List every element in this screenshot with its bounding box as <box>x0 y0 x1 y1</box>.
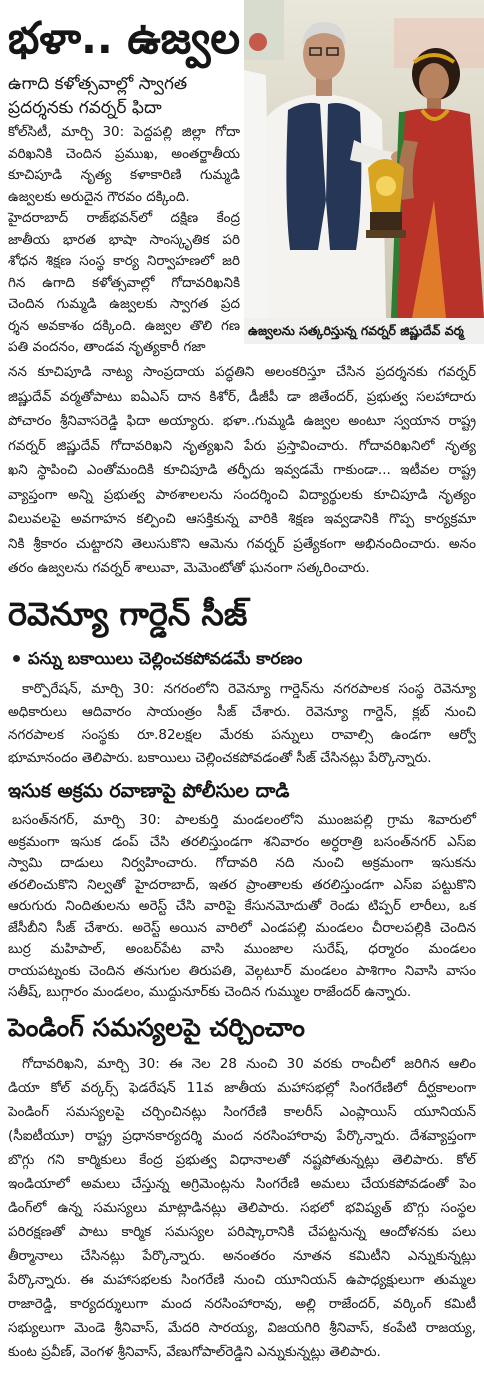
text-line: తీర్మానాలు చేసినట్లు పేర్కొన్నారు. అనంతరం నూతన కమిటీని ఎన్నుకున్నట్లు <box>8 1248 476 1264</box>
text-line: చెందిన గుమ్మడి ఉజ్వలకు స్వాగత ప్రద <box>8 296 240 312</box>
text-line: తరలించుకొని నిల్వతో హైదరాబాద్, ఇతర ప్రాంతాలకు తరలిస్తుండగా ఎస్ఐ పట్టుకొని <box>8 876 476 893</box>
text-line: వరిఖనికి చెందిన ప్రముఖ, అంతర్జాతీయ <box>8 145 240 162</box>
text-line: వ్యాప్తంగా అన్ని ప్రభుత్వ పాఠశాలలను సందర్శించి విద్యార్థులకు కూచిపూడి నృత్యం <box>8 486 476 503</box>
text-line: ఖని స్థాపించి ఎంతోమందికి కూచిపూడి తర్ఫీదు ఇవ్వడమే గాకుండా... ఇటీవల రాష్ట్ర <box>8 462 476 478</box>
text-line: నగరపాలక సంస్థకు రూ.82లక్షల మేరకు పన్నులు రావాల్సి ఉండగా ఆర్వో <box>8 727 476 743</box>
article1-body-narrow <box>8 122 240 359</box>
text-line: పెండింగ్ సమస్యలపై చర్చించినట్లు సింగరేణి కాలరీస్ ఎంప్లాయిస్ యూనియన్ <box>8 1104 476 1120</box>
text-line: స్వామి దాడులు నిర్వహించారు. గోదావరి నది నుంచి అక్రమంగా ఇసుకను <box>8 855 476 871</box>
text-line: శోధన శిక్షణ సంస్థ కార్య నిర్వాహణలో జరి <box>8 253 240 269</box>
article1-subheadline-line: ప్రదర్శనకు గవర్నర్ ఫిదా <box>8 98 162 118</box>
article4-headline: పెండింగ్ సమస్యలపై చర్చించాం <box>8 1013 305 1042</box>
text-line: బొగ్గు గని కార్మికులు కేంద్ర ప్రభుత్వ విధానాలతో నష్టపోతున్నట్లు తెలిపారు. కోల్ <box>8 1152 476 1168</box>
text-line: ఆరుగురు నిందితులను అరెస్ట్ చేసి వారిపై కేసునమోదుతో రెండు టిప్పర్ లారీలు, ఒక <box>8 898 476 914</box>
photo-trophy <box>366 159 406 238</box>
text-line: ర్శన అవకాశం దక్కింది. ఉజ్వల తొలి గణ <box>8 317 240 334</box>
text-line: జేసీబీని సీజ్ చేశారు. అరెస్ట్ అయిన వారిలో ఎండపల్లి మండలం చీరాలపల్లికి చెందిన <box>8 919 476 936</box>
article1-headline: భళా.. ఉజ్వల <box>8 13 240 64</box>
text-line: నన కూచిపూడి నాట్య సాంప్రదాయ పద్ధతిని అలంకరిస్తూ చేసిన ప్రదర్శనకు గవర్నర్ <box>8 364 476 380</box>
text-line: డింగ్‌లో ఉన్న సమస్యలు మాట్లాడినట్లు తెలిపారు. సభలో భవిష్యత్ బొగ్గు సంస్థల <box>8 1200 476 1216</box>
text-line: (సీఐటీయూ) రాష్ట్ర ప్రధానకార్యదర్శి మంద నరసింహారావు పేర్కొన్నారు. దేశవ్యాప్తంగా <box>8 1128 476 1144</box>
text-line: కోల్‌సిటీ, మార్చి 30: పెద్దపల్లి జిల్లా గోదా <box>8 124 240 140</box>
article2-body <box>8 678 476 770</box>
bullet-icon <box>13 655 20 662</box>
article1-subheadline <box>8 72 240 120</box>
text-line: సతీష్, బుగ్గారం మండలం, ముద్దునూర్‌కు చెందిన గుమ్ముల రాజేందర్ ఉన్నారు. <box>8 984 412 1000</box>
article1-photo <box>244 0 484 318</box>
article3-headline: ఇసుక అక్రమ రవాణాపై పోలీసుల దాడి <box>8 780 290 802</box>
photo-caption: ఉజ్వలను సత్కరిస్తున్న గవర్నర్ జిష్ణుదేవ్ వర్మ <box>248 323 464 338</box>
text-line: నికి శ్రీకారం చుట్టారని తెలుసుకొని ఆమెను గవర్నర్ ప్రత్యేకంగా అభినందించారు. అనం <box>8 535 476 552</box>
text-line: కార్పొరేషన్, మార్చి 30: నగరంలోని రెవెన్యూ గార్డెన్‌ను నగరపాలక సంస్థ రెవెన్యూ <box>22 681 476 697</box>
article1-body-wide <box>8 360 476 581</box>
text-line: బుర్ర మహిపాల్, అంబర్‌పేట వాసి ముంజాల సురేష్, ధర్మారం మండలం <box>8 941 476 957</box>
text-line: రాయపట్నంకు చెందిన తనుగుల తిరుపతి, వెల్గటూర్ మండలం పాశిగాం నివాసి వాసం <box>8 962 476 979</box>
text-line: కూచిపూడి నృత్య కళాకారిణి గుమ్మడి <box>8 167 240 183</box>
text-line: ఉజ్వలకు అరుదైన గౌరవం దక్కింది. <box>8 188 190 205</box>
text-line: డియా కోల్ వర్కర్స్ ఫెడరేషన్ 11వ జాతీయ మహాసభల్లో సింగరేణిలో దీర్ఘకాలంగా <box>8 1080 476 1096</box>
text-line: జిష్ణుదేవ్ వర్మతోపాటు ఐఏఎస్ దాన కిశోర్, డీజీపీ డా జితేందర్, ప్రభుత్వ సలహాదారు <box>8 388 476 405</box>
text-line: పేర్కొన్నారు. ఈ మహాసభలకు సింగరేణి నుంచి యూనియన్ ఉపాధ్యక్షులుగా తుమ్మల <box>8 1272 476 1288</box>
text-line: అక్రమంగా ఇసుక డంప్ చేసి తరలిస్తుండగా శనివారం అర్ధరాత్రి బసంత్‌నగర్ ఎస్ఐ <box>8 833 476 850</box>
text-line: హైదరాబాద్ రాజ్‌భవన్‌లో దక్షిణ కేంద్ర <box>8 210 240 226</box>
text-line: అధికారులు ఆదివారం సాయంత్రం సీజ్ చేశారు. రెవెన్యూ గార్డెన్, క్లబ్ నుంచి <box>8 704 476 720</box>
text-line: పోచారం శ్రీనివాసరెడ్డి ఫిదా అయ్యారు. భళా..గుమ్మడి ఉజ్వల అంటూ స్వయాన రాష్ట్ర <box>8 413 476 429</box>
article3-body <box>8 810 476 1004</box>
text-line: గవర్నర్ జిష్ణుదేవ్ గోదావరిఖని నృత్యఖని పేరు ప్రస్తావించారు. గోదావరిఖనిలో నృత్య <box>8 437 476 454</box>
text-line: భూమానందం తెలిపారు. బకాయిలు చెల్లించకపోవడంతో సీజ్ చేసినట్లు పేర్కొన్నారు. <box>8 750 432 766</box>
text-line: జాతీయ భారత భాషా సాంస్కృతిక పరి <box>8 231 240 248</box>
text-line: బసంత్‌నగర్, మార్చి 30: పాలకుర్తి మండలంలోని ముంజపల్లి గ్రామ శివారులో <box>12 812 476 828</box>
text-line: రాజారెడ్డి, కార్యదర్శులుగా మంద నరసింహారావు, అల్లి రాజేందర్, వర్కింగ్ కమిటీ <box>8 1296 476 1312</box>
photo-image <box>244 0 484 318</box>
article2-subheadline: పన్ను బకాయిలు చెల్లించకపోవడమే కారణం <box>28 649 303 668</box>
article4-body <box>8 1052 476 1364</box>
text-line: పరిరక్షణతో పాటు కార్మిక సమస్యల పరిష్కారానికి చేపట్టనున్న ఆందోళనకు పలు <box>8 1224 476 1240</box>
text-line: కుంట ప్రవీణ్, వెంగళ శ్రీనివాస్, వేణుగోపాల్‌రెడ్డిని ఎన్నుకున్నట్లు తెలిపారు. <box>8 1344 381 1360</box>
text-line: పతి వందనం, తాండవ నృత్యకారీ గజా <box>8 339 206 355</box>
article2-headline: రెవెన్యూ గార్డెన్ సీజ్ <box>8 595 248 633</box>
text-line: ఇండియాలో అమలు చేస్తున్న అగ్రిమెంట్లను సింగరేణి అమలు చేయకపోవడంతో పెం <box>8 1176 476 1192</box>
text-line: గిన ఉగాది కళోత్సవాల్లో గోదావరిఖనికి <box>8 274 240 291</box>
text-line: విలువలపై అవగాహన కల్పించి ఆసక్తికున్న వారికి శిక్షణ ఇవ్వడానికి గొప్ప కార్యక్రమా <box>8 511 476 527</box>
text-line: తరం ఉజ్వలను గవర్నర్ శాలువా, మెమెంటోతో ఘనంగా సత్కరించారు. <box>8 560 370 576</box>
article1-subheadline-line: ఉగాది కళోత్సవాల్లో స్వాగత <box>8 74 188 94</box>
text-line: సభ్యులుగా మెండె శ్రీనివాస్, మేదరి సారయ్య, విజయగిరి శ్రీనివాస్, కంపేటి రాజయ్య, <box>8 1320 476 1336</box>
text-line: గోదావరిఖని, మార్చి 30: ఈ నెల 28 నుంచి 30 వరకు రాంచీలో జరిగిన ఆలిం <box>22 1056 476 1072</box>
